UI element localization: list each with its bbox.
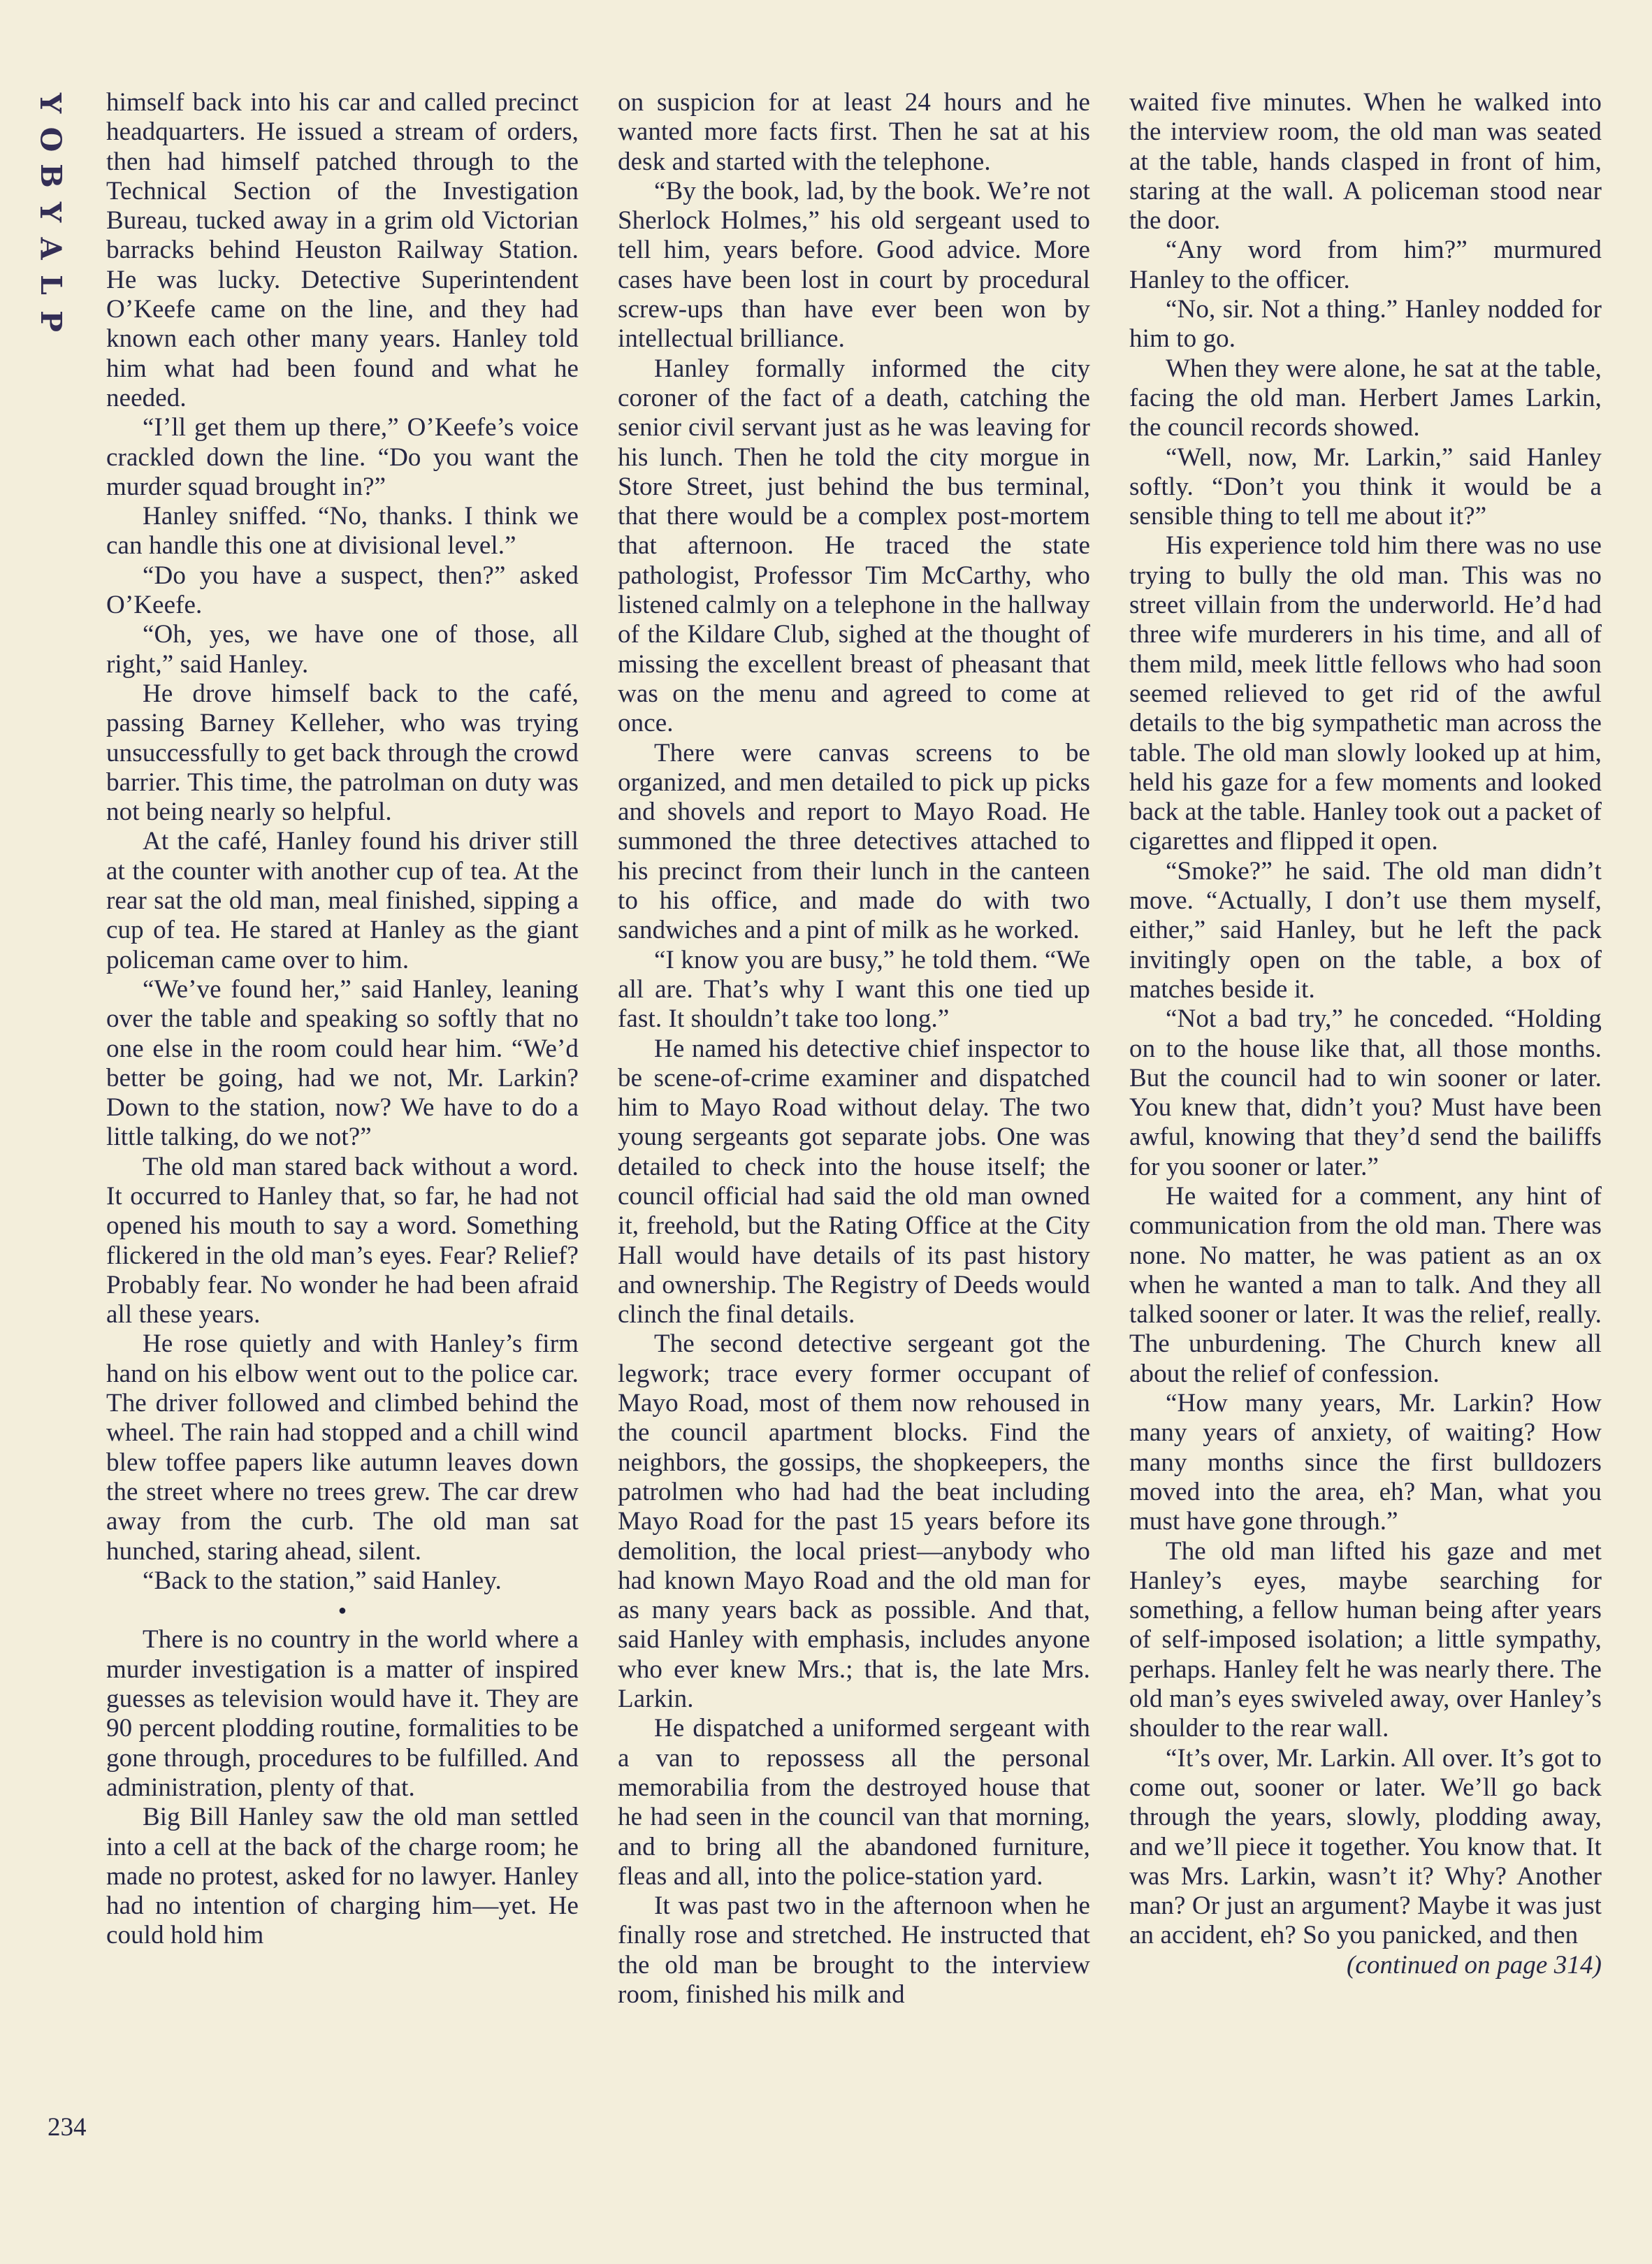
story-paragraph: There were canvas screens to be organized, and men detailed to pick up picks and shovels and report to Mayo Road. He summoned the three detectives attached to his precinct from their lunch in the canteen to his office, and made do with two sandwiches and a pint of milk as he worked. xyxy=(618,738,1090,945)
spine-letter: L xyxy=(34,275,68,295)
story-paragraph: himself back into his car and called precinct headquarters. He issued a stream of orders, then had himself patched through to the Technical Section of the Investigation Bureau, tucked away in a grim old Victorian barracks behind Heuston Railway Station. He was lucky. Detective Superintendent O’Keefe came on the line, and they had known each other many years. Hanley told him what had been found and what he needed. xyxy=(106,88,579,412)
continued-note: (continued on page 314) xyxy=(1346,1950,1602,1980)
story-paragraph: He waited for a comment, any hint of communication from the old man. There was none. No matter, he was patient as an ox when he wanted a man to talk. And they all talked sooner or later. It was the relief, really. The unburdening. The Church knew all about the relief of confession. xyxy=(1129,1181,1602,1388)
story-paragraph: “I’ll get them up there,” O’Keefe’s voice crackled down the line. “Do you want the murder squad brought in?” xyxy=(106,413,579,501)
story-paragraph: “I know you are busy,” he told them. “We all are. That’s why I want this one tied up fast. It shouldn’t take too long.” xyxy=(618,945,1090,1034)
story-paragraph: There is no country in the world where a murder investigation is a matter of inspired guesses as television would have it. They are 90 percent plodding routine, formalities to be gone through, procedures to be fulfilled. And administration, plenty of that. xyxy=(106,1625,579,1802)
spine-letter: O xyxy=(34,127,68,152)
story-paragraph: The old man lifted his gaze and met Hanley’s eyes, maybe searching for something, a fellow human being after years of self-imposed isolation; a little sympathy, perhaps. Hanley felt he was nearly there. The old man’s eyes swiveled away, over Hanley’s shoulder to the rear wall. xyxy=(1129,1536,1602,1743)
story-paragraph: Big Bill Hanley saw the old man settled into a cell at the back of the charge room; he made no protest, asked for no lawyer. Hanley had no intention of charging him—yet. He could hold him xyxy=(106,1803,579,1950)
story-paragraph: Hanley sniffed. “No, thanks. I think we can handle this one at divisional level.” xyxy=(106,502,579,561)
text-column-3 xyxy=(1129,88,1602,2010)
story-paragraph: “Back to the station,” said Hanley. xyxy=(143,1566,502,1595)
section-separator-dot: ● xyxy=(338,1603,347,1619)
story-paragraph: “No, sir. Not a thing.” Hanley nodded for him to go. xyxy=(1129,295,1602,354)
spine-letter: P xyxy=(34,310,68,332)
spine-letter: Y xyxy=(34,201,68,223)
story-paragraph: “Well, now, Mr. Larkin,” said Hanley softly. “Don’t you think it would be a sensible thing to tell me about it?” xyxy=(1129,442,1602,531)
story-paragraph: He dispatched a uniformed sergeant with a van to repossess all the personal memorabilia from the destroyed house that he had seen in the council van that morning, and to bring all the abandoned furniture, fleas and all, into the police-station yard. xyxy=(618,1714,1090,1891)
article-columns xyxy=(106,88,1602,2010)
spine-letter: A xyxy=(34,237,68,260)
story-paragraph: “By the book, lad, by the book. We’re not Sherlock Holmes,” his old sergeant used to tell him, years before. Good advice. More cases have been lost in court by procedural screw-ups than have ever been won by intellectual brilliance. xyxy=(618,176,1090,354)
story-paragraph: When they were alone, he sat at the table, facing the old man. Herbert James Larkin, the council records showed. xyxy=(1129,354,1602,442)
story-paragraph: He drove himself back to the café, passing Barney Kelleher, who was trying unsuccessfully to get back through the crowd barrier. This time, the patrolman on duty was not being nearly so helpful. xyxy=(106,679,579,827)
story-paragraph: “Any word from him?” murmured Hanley to the officer. xyxy=(1129,236,1602,294)
text-column-1 xyxy=(106,88,579,2010)
story-paragraph: The second detective sergeant got the legwork; trace every former occupant of Mayo Road, most of them now rehoused in the council apartment blocks. Find the neighbors, the gossips, the shopkeepers, the patrolmen who had had the beat including Mayo Road for the past 15 years before its demolition, the local priest—anybody who had known Mayo Road and the old man for as many years back as possible. And that, said Hanley with emphasis, includes anyone who ever knew Mrs.; that is, the late Mrs. Larkin. xyxy=(618,1329,1090,1714)
spine-letter: B xyxy=(34,164,68,188)
page-number: 234 xyxy=(48,2113,87,2142)
story-paragraph: At the café, Hanley found his driver still at the counter with another cup of tea. At the rear sat the old man, meal finished, sipping a cup of tea. He stared at Hanley as the giant policeman came over to him. xyxy=(106,827,579,974)
story-paragraph: “Oh, yes, we have one of those, all right,” said Hanley. xyxy=(106,620,579,679)
story-paragraph: Hanley formally informed the city coroner of the fact of a death, catching the senior civil servant just as he was leaving for his lunch. Then he told the city morgue in Store Street, just behind the bus terminal, that there would be a complex post-mortem that afternoon. He traced the state pathologist, Professor Tim McCarthy, who listened calmly on a telephone in the hallway of the Kildare Club, sighed at the thought of missing the excellent breast of pheasant that was on the menu and agreed to come at once. xyxy=(618,354,1090,738)
story-paragraph: waited five minutes. When he walked into the interview room, the old man was seated at the table, hands clasped in front of him, staring at the wall. A policeman stood near the door. xyxy=(1129,88,1602,236)
story-paragraph: He named his detective chief inspector to be scene-of-crime examiner and dispatched him to Mayo Road without delay. The two young sergeants got separate jobs. One was detailed to check into the house itself; the council official had said the old man owned it, freehold, but the Rating Office at the City Hall would have details of its past history and ownership. The Registry of Deeds would clinch the final details. xyxy=(618,1034,1090,1329)
story-paragraph: His experience told him there was no use trying to bully the old man. This was no street villain from the underworld. He’d had three wife murderers in his time, and all of them mild, meek little fellows who had soon seemed relieved to get rid of the awful details to the big sympathetic man across the table. The old man slowly looked up at him, held his gaze for a few moments and looked back at the table. Hanley took out a packet of cigarettes and flipped it open. xyxy=(1129,531,1602,856)
story-paragraph: He rose quietly and with Hanley’s firm hand on his elbow went out to the police car. The driver followed and climbed behind the wheel. The rain had stopped and a chill wind blew toffee papers like autumn leaves down the street where no trees grew. The car drew away from the curb. The old man sat hunched, staring ahead, silent. xyxy=(106,1329,579,1566)
story-paragraph: “How many years, Mr. Larkin? How many years of anxiety, of waiting? How many months since the first bulldozers moved into the area, eh? Man, what you must have gone through.” xyxy=(1129,1389,1602,1536)
story-paragraph: “Do you have a suspect, then?” asked O’Keefe. xyxy=(106,561,579,620)
story-paragraph: “We’ve found her,” said Hanley, leaning over the table and speaking so softly that no one else in the room could hear him. “We’d better be going, had we not, Mr. Larkin? Down to the station, now? We have to do a little talking, do we not?” xyxy=(106,974,579,1152)
story-paragraph: “Not a bad try,” he conceded. “Holding on to the house like that, all those months. But the council had to win sooner or later. You knew that, didn’t you? Must have been awful, knowing that they’d send the bailiffs for you sooner or later.” xyxy=(1129,1004,1602,1181)
story-paragraph: The old man stared back without a word. It occurred to Hanley that, so far, he had not opened his mouth to say a word. Something flickered in the old man’s eyes. Fear? Relief? Probably fear. No wonder he had been afraid all these years. xyxy=(106,1152,579,1329)
story-paragraph: It was past two in the afternoon when he finally rose and stretched. He instructed that the old man be brought to the interview room, finished his milk and xyxy=(618,1891,1090,2009)
story-paragraph: “Smoke?” he said. The old man didn’t move. “Actually, I don’t use them myself, either,” said Hanley, but he left the pack invitingly open on the table, a box of matches beside it. xyxy=(1129,856,1602,1004)
magazine-spine-label xyxy=(28,89,73,335)
story-paragraph: on suspicion for at least 24 hours and he wanted more facts first. Then he sat at his desk and started with the telephone. xyxy=(618,88,1090,176)
text-column-2 xyxy=(618,88,1090,2010)
story-paragraph: “It’s over, Mr. Larkin. All over. It’s got to come out, sooner or later. We’ll go back through the years, slowly, plodding away, and we’ll piece it together. You know that. It was Mrs. Larkin, wasn’t it? Why? Another man? Or just an argument? Maybe it was just an accident, eh? So you panicked, and then xyxy=(1129,1743,1602,1950)
spine-letter: Y xyxy=(34,92,68,114)
